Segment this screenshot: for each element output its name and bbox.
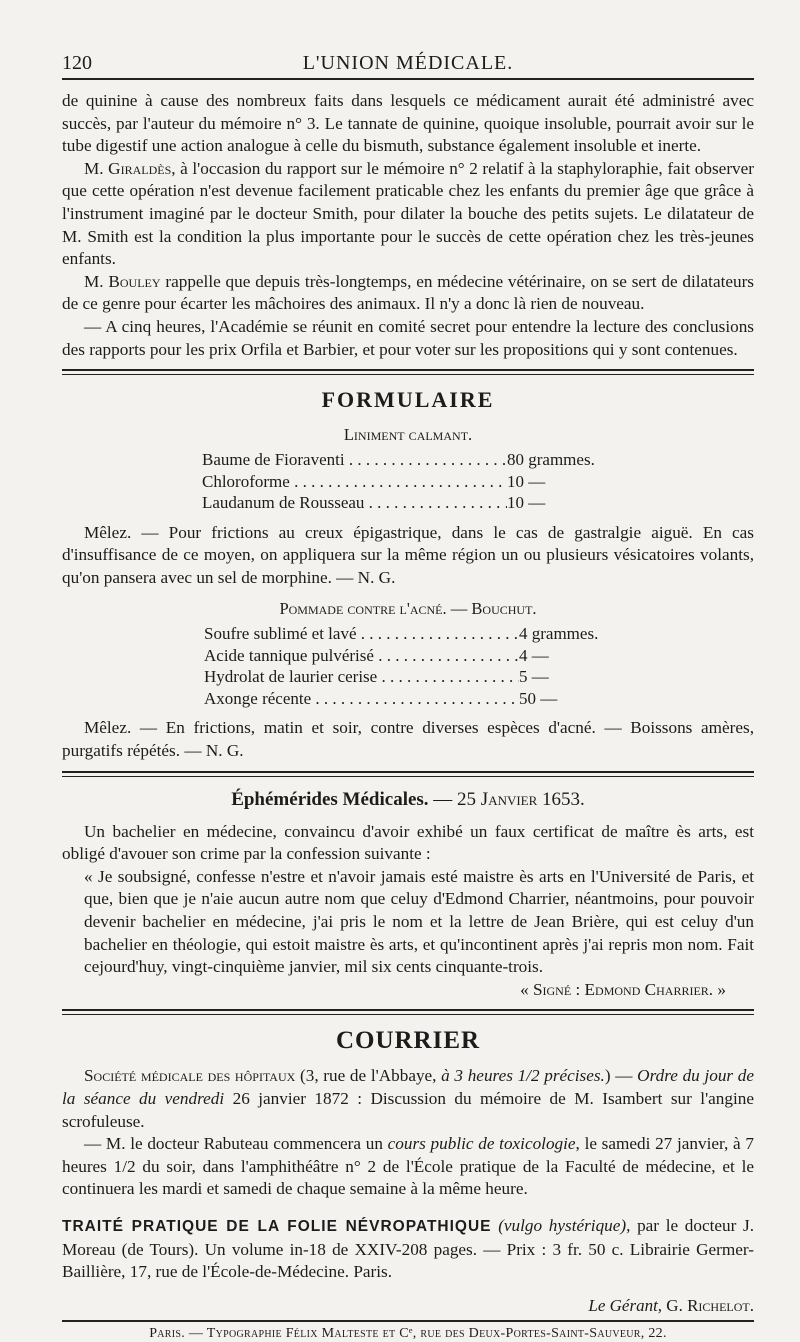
confession-signature: « Signé : Edmond Charrier. » [520, 979, 726, 999]
ingredient-row: Baume de Fioraventi . . . 80 grammes. [202, 449, 622, 471]
intro-paragraph-2: M. Giraldès, à l'occasion du rapport sur le mémoire n° 2 relatif à la staphyloraphie, fait observer que cette opération n'est devenue facilement praticable chez les enfants du premier âge que grâce à l'instrument imaginé par le docteur Smith, pour dilater la bouche des petits sujets. Le dilatateur de M. Smith est la condition la plus importante pour le succès de cette opération chez les très-jeunes enfants. [62, 158, 754, 269]
recipe-instructions: Mêlez. — Pour frictions au creux épigastrique, dans le cas de gastralgie aiguë. En cas d'insuffisance de ce moyen, on appliquera sur la même région un ou plusieurs vésicatoires volants, qu'on pansera avec un sel de morphine. — N. G. [62, 522, 754, 587]
gerant-signature: Le Gérant, G. Richelot. [588, 1295, 754, 1315]
courrier-paragraph-1: Société médicale des hôpitaux (3, rue de l'Abbaye, à 3 heures 1/2 précises.) — Ordre du jour de la séance du vendredi 26 janvier 1872 : Discussion du mémoire de M. Isambert sur l'angine scrofuleuse. [62, 1066, 755, 1131]
speaker-name: M. Bouley [84, 271, 161, 291]
speaker-name: M. Giraldès, [84, 158, 176, 178]
page-number: 120 [62, 52, 92, 74]
ephemerides-title: Éphémérides Médicales. — 25 Janvier 1653. [231, 788, 585, 810]
section-divider [62, 1009, 754, 1015]
printer-footer: Paris. — Typographie Félix Malteste et Cᵉ, rue des Deux-Portes-Saint-Sauveur, 22. [149, 1325, 667, 1341]
ingredient-row: Hydrolat de laurier cerise . . . 5 — [204, 666, 634, 688]
ingredient-row: Soufre sublimé et lavé . . . 4 grammes. [204, 623, 634, 645]
journal-page [62, 50, 754, 1342]
recipe-ingredients [202, 449, 622, 514]
ingredient-row: Axonge récente . . . 50 — [204, 688, 634, 710]
recipe-instructions: Mêlez. — En frictions, matin et soir, contre diverses espèces d'acné. — Boissons amères, purgatifs répétés. — N. G. [62, 718, 754, 760]
intro-paragraph-1: de quinine à cause des nombreux faits dans lesquels ce médicament aurait été administré avec succès, par l'auteur du mémoire n° 3. Le tannate de quinine, quoique insoluble, pourrait avoir sur le tube digestif une action analogue à celle du bismuth, substance également insoluble et inerte. [62, 91, 754, 156]
section-divider [62, 771, 754, 777]
ingredient-row: Laudanum de Rousseau . . . 10 — [202, 492, 622, 514]
intro-paragraph-4: — A cinq heures, l'Académie se réunit en comité secret pour entendre la lecture des conclusions des rapports pour les prix Orfila et Barbier, et pour voter sur les propositions qui y sont contenues. [62, 316, 754, 359]
page-header [62, 50, 754, 80]
courrier-paragraph-2: — M. le docteur Rabuteau commencera un cours public de toxicologie, le samedi 27 janvier, à 7 heures 1/2 du soir, dans l'amphithéâtre n° 2 de l'École pratique de la Faculté de médecine, et le continuera les mardi et samedi de chaque semaine à la même heure. [62, 1134, 754, 1199]
book-advertisement: TRAITÉ PRATIQUE DE LA FOLIE NÉVROPATHIQUE (vulgo hystérique), par le docteur J. Moreau (de Tours). Un volume in-18 de XXIV-208 pages. — Prix : 3 fr. 50 c. Librairie Germer-Baillière, 17, rue de l'École-de-Médecine. Paris. [62, 1215, 754, 1282]
recipe-title: Liniment calmant. [343, 425, 473, 445]
ephemerides-paragraph: Un bachelier en médecine, convaincu d'avoir exhibé un faux certificat de maître ès arts, est obligé d'avouer son crime par la confession suivante : [62, 821, 754, 864]
ingredient-row: Chloroforme . . . 10 — [202, 471, 622, 493]
intro-paragraph-3: M. Bouley rappelle que depuis très-longtemps, en médecine vétérinaire, on se sert de dilatateurs de ce genre pour écarter les mâchoires des animaux. Il n'y a donc là rien de nouveau. [62, 271, 754, 314]
section-divider [62, 369, 754, 375]
confession-quote: « Je soubsigné, confesse n'estre et n'avoir jamais esté maistre ès arts en l'Université de Paris, et que, bien que je n'aie aucun autre nom que celuy d'Edmond Charrier, néantmoins, pour pouvoir devenir bachelier en médecine, j'ai pris le nom et la lettre de Jean Brière, qui est celuy d'un bachelier en théologie, qui estoit maistre ès arts, et qu'incontinent après j'ai repris mon nom. Fait cejourd'huy, vingt-cinquième janvier, mil six cents cinquante-trois. [84, 866, 754, 977]
courrier-title: COURRIER [335, 1027, 481, 1055]
running-title: L'UNION MÉDICALE. [302, 52, 514, 74]
formulaire-title: FORMULAIRE [321, 387, 495, 413]
recipe-ingredients [204, 623, 634, 709]
book-title: TRAITÉ PRATIQUE DE LA FOLIE NÉVROPATHIQUE [62, 1217, 492, 1235]
footer-divider [62, 1320, 754, 1322]
ingredient-row: Acide tannique pulvérisé . . . 4 — [204, 645, 634, 667]
recipe-title: Pommade contre l'acné. — Bouchut. [279, 599, 537, 619]
